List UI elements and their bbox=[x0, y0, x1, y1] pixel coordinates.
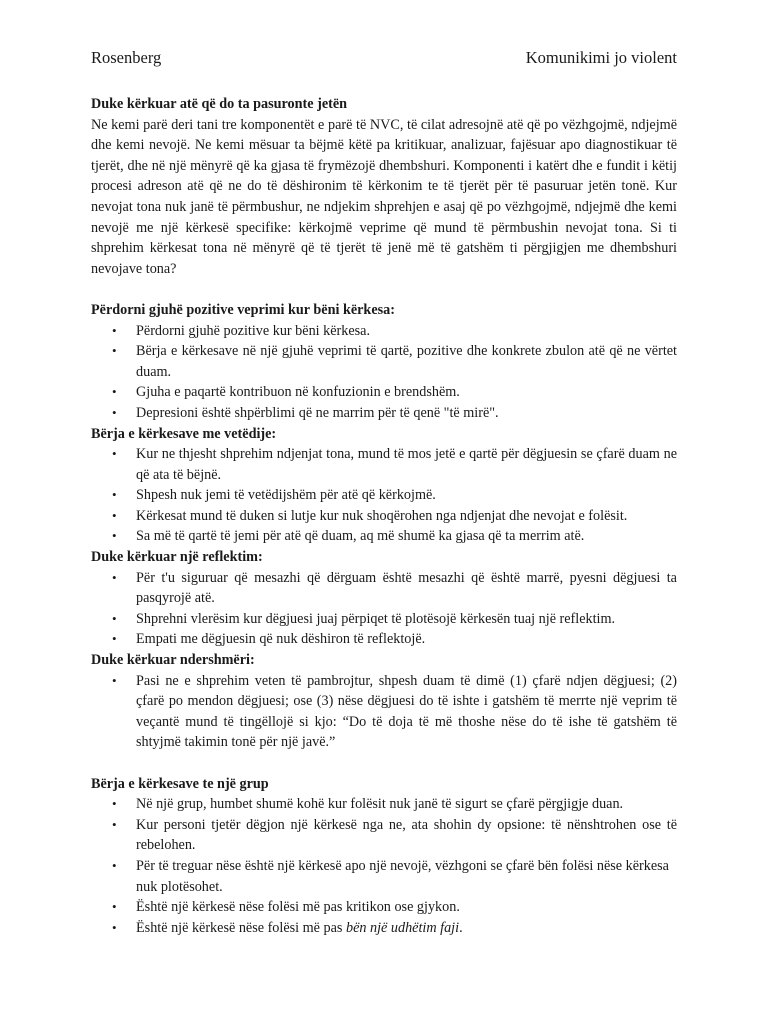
list-item: • Gjuha e paqartë kontribuon në konfuzionin e brendshëm. bbox=[91, 382, 677, 403]
bullet-icon: • bbox=[112, 322, 117, 338]
page-header bbox=[91, 48, 677, 68]
bullet-icon: • bbox=[112, 507, 117, 523]
header-author: Rosenberg bbox=[91, 48, 162, 67]
bullet-list bbox=[91, 794, 677, 938]
list-item: • Për t'u siguruar që mesazhi që dërguam është mesazhi që është marrë, pyesni dëgjuesi ta pasqyrojë atë. bbox=[112, 569, 677, 607]
bullet-icon: • bbox=[112, 796, 117, 812]
list-item: • Sa më të qartë të jemi për atë që duam, aq më shumë ka gjasa që ta merrim atë. bbox=[91, 526, 677, 547]
list-item: • Përdorni gjuhë pozitive kur bëni kërkesa. bbox=[91, 321, 677, 342]
list-item: • Shpesh nuk jemi të vetëdijshëm për atë që kërkojmë. bbox=[91, 485, 677, 506]
bullet-icon: • bbox=[112, 631, 117, 647]
bullet-icon: • bbox=[112, 857, 117, 873]
section-heading: Bërja e kërkesave me vetëdije: bbox=[91, 425, 277, 442]
section-heading: Përdorni gjuhë pozitive veprimi kur bëni kërkesa: bbox=[91, 301, 395, 318]
bullet-icon: • bbox=[112, 343, 117, 359]
header-title: Komunikimi jo violent bbox=[525, 48, 677, 67]
bullet-icon: • bbox=[112, 899, 117, 915]
list-item: • Pasi ne e shprehim veten të pambrojtur, shpesh duam të dimë (1) çfarë ndjen dëgjuesi; (2) çfarë po mendon dëgjuesi; ose (3) nëse dëgjuesi do të ishte i gatshëm të merrte një veprim të veçantë mund të tingëllojë si kjo: “Do të doja të më thoshe nëse do të ishe të gatshëm të shtyjmë takimin tonë për një javë.” bbox=[112, 672, 677, 751]
list-item: • Bërja e kërkesave në një gjuhë veprimi të qartë, pozitive dhe konkrete zbulon atë që ne vërtet duam. bbox=[112, 343, 677, 380]
bullet-icon: • bbox=[112, 569, 117, 585]
list-item: • Kërkesat mund të duken si lutje kur nuk shoqërohen nga ndjenjat dhe nevojat e folësit. bbox=[91, 506, 677, 527]
bullet-icon: • bbox=[112, 487, 117, 503]
bullet-icon: • bbox=[112, 528, 117, 544]
list-item: • Kur ne thjesht shprehim ndjenjat tona, mund të mos jetë e qartë për dëgjuesin se çfarë duam ne që ata të bëjnë. bbox=[112, 446, 677, 483]
bullet-icon: • bbox=[112, 919, 117, 935]
bullet-list bbox=[91, 568, 677, 650]
section-heading: Duke kërkuar ndershmëri: bbox=[91, 652, 255, 669]
list-item: • Për të treguar nëse është një kërkesë apo një nevojë, vëzhgoni se çfarë bën folësi nëse kërkesa nuk plotësohet. bbox=[112, 857, 669, 895]
list-item: • Shprehni vlerësim kur dëgjuesi juaj përpiqet të plotësojë kërkesën tuaj një reflektim. bbox=[91, 609, 677, 630]
spacer bbox=[91, 753, 677, 774]
bullet-icon: • bbox=[112, 384, 117, 400]
intro-heading: Duke kërkuar atë që do ta pasuronte jetën bbox=[91, 96, 348, 112]
item-prefix: Është një kërkesë nëse folësi më pas bbox=[136, 919, 346, 936]
bullet-list bbox=[91, 444, 677, 547]
list-item: • Në një grup, humbet shumë kohë kur folësit nuk janë të sigurt se çfarë përgjigje duan. bbox=[91, 794, 677, 815]
intro-paragraph: Ne kemi parë deri tani tre komponentët e parë të NVC, të cilat adresojnë atë që po vëzhgojmë, ndjejmë dhe kemi nevojë. Ne kemi mësuar ta bëjmë këtë pa kritikuar, analizuar, fajësuar apo diagnostikuar të tjerët, dhe në një mënyrë që ka gjasa të frymëzojë dhembshuri. Komponenti i katërt dhe e fundit i këtij procesi adreson atë që ne do të dëshironim të kërkonim te të tjerët për të pasuruar jetën tonë. Kur nevojat tona nuk janë të përmbushur, ne ndjekim shprehjen e asaj që po vëzhgojmë, ndjejmë dhe kemi nevojë me një kërkesë specifike: kërkojmë veprime që mund të përmbushin nevojat tona. Si ti shprehim kërkesat tona në mënyrë që të tjerët të jenë më të gatshëm ti përgjigjen me dhembshuri nevojave tona? bbox=[91, 116, 677, 277]
item-suffix: . bbox=[459, 919, 463, 936]
bullet-list bbox=[91, 321, 677, 424]
spacer bbox=[91, 279, 677, 300]
list-item: • Është një kërkesë nëse folësi më pas kritikon ose gjykon. bbox=[91, 897, 677, 918]
bullet-icon: • bbox=[112, 610, 117, 626]
list-item: • Depresioni është shpërblimi që ne marrim për të qenë "të mirë". bbox=[91, 403, 677, 424]
bullet-icon: • bbox=[112, 672, 117, 688]
bullet-icon: • bbox=[112, 446, 117, 462]
item-emphasis: bën një udhëtim faji bbox=[345, 919, 460, 936]
list-item: • Empati me dëgjuesin që nuk dëshiron të reflektojë. bbox=[91, 629, 677, 650]
list-item bbox=[91, 918, 677, 939]
bullet-list bbox=[91, 671, 677, 753]
list-item: • Kur personi tjetër dëgjon një kërkesë nga ne, ata shohin dy opsione: të nënshtrohen ose të rebelohen. bbox=[112, 816, 677, 854]
document-body bbox=[91, 94, 677, 938]
section-heading: Duke kërkuar një reflektim: bbox=[91, 549, 263, 566]
section-heading: Bërja e kërkesave te një grup bbox=[91, 775, 269, 792]
bullet-icon: • bbox=[112, 816, 117, 832]
bullet-icon: • bbox=[112, 404, 117, 420]
